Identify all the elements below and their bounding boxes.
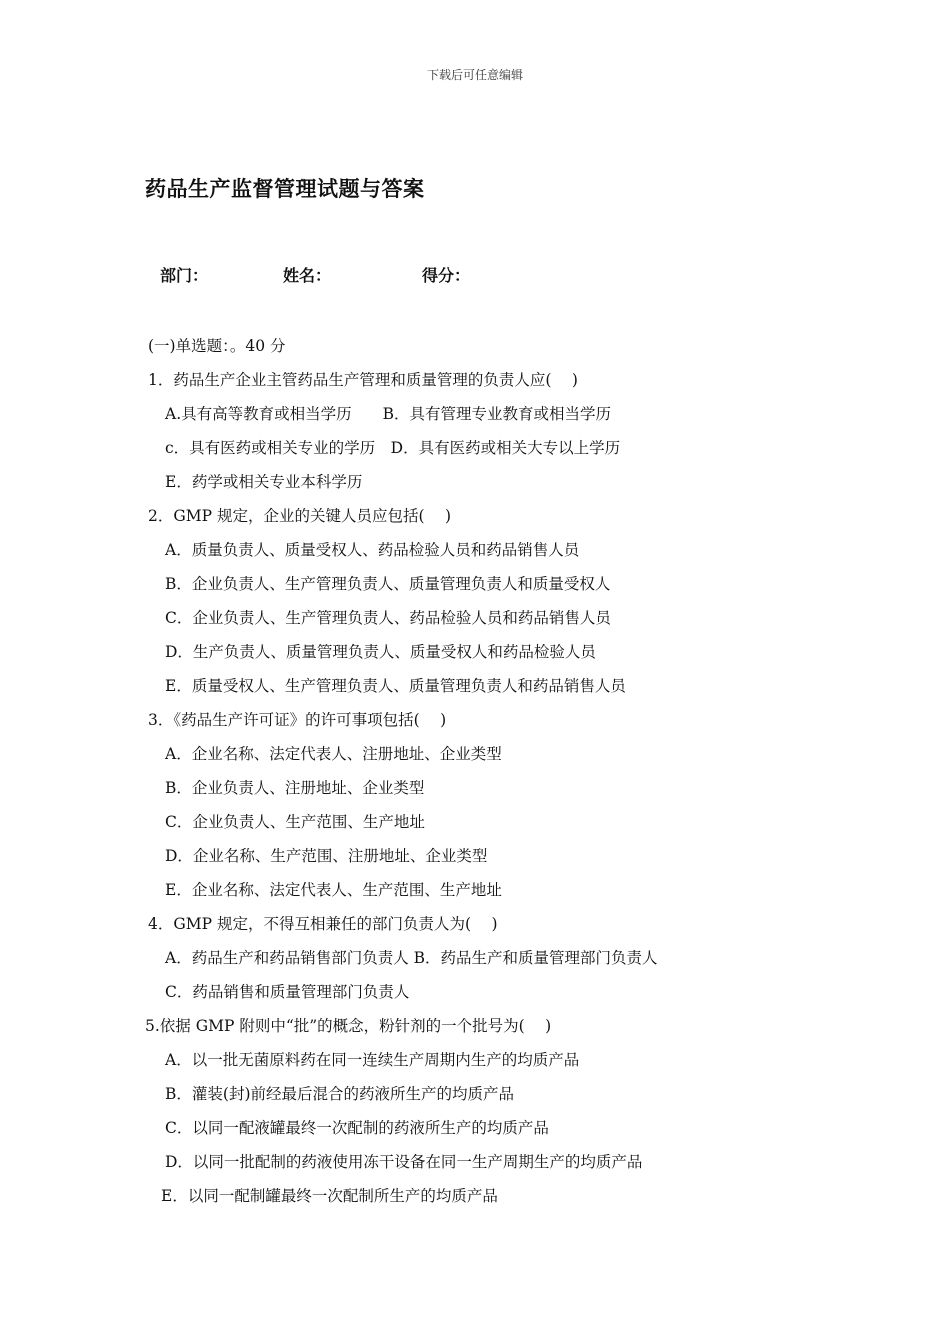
question-stem: 5.依据 GMP 附则中“批”的概念，粉针剂的一个批号为( )	[145, 1017, 552, 1035]
question-option: C．药品销售和质量管理部门负责人	[165, 983, 410, 1001]
score-label: 得分：	[422, 266, 471, 285]
dept-label: 部门：	[160, 266, 209, 285]
question-option: A.具有高等教育或相当学历 B．具有管理专业教育或相当学历	[165, 405, 612, 423]
question-option: E．以同一配制罐最终一次配制所生产的均质产品	[161, 1187, 498, 1205]
question-option: C．企业负责人、生产范围、生产地址	[165, 813, 425, 831]
question-option: C．企业负责人、生产管理负责人、药品检验人员和药品销售人员	[165, 609, 611, 627]
question-stem: 2．GMP 规定，企业的关键人员应包括( )	[148, 507, 451, 525]
question-option: A．药品生产和药品销售部门负责人 B．药品生产和质量管理部门负责人	[165, 949, 658, 967]
name-label: 姓名：	[283, 266, 332, 285]
question-option: C．以同一配液罐最终一次配制的药液所生产的均质产品	[165, 1119, 549, 1137]
question-stem: 4．GMP 规定，不得互相兼任的部门负责人为( )	[148, 915, 498, 933]
question-option: D．以同一批配制的药液使用冻干设备在同一生产周期生产的均质产品	[165, 1153, 643, 1171]
header-note: 下载后可任意编辑	[426, 68, 523, 82]
question-stem: 1．药品生产企业主管药品生产管理和质量管理的负责人应( )	[148, 371, 578, 389]
question-option: E．药学或相关专业本科学历	[165, 473, 363, 491]
section-heading: (一)单选题：。40 分	[148, 337, 286, 355]
question-option: B．企业负责人、注册地址、企业类型	[165, 779, 425, 797]
question-option: E．企业名称、法定代表人、生产范围、生产地址	[165, 881, 502, 899]
question-option: B．企业负责人、生产管理负责人、质量管理负责人和质量受权人	[165, 575, 611, 593]
page-title: 药品生产监督管理试题与答案	[145, 176, 425, 201]
question-option: D．生产负责人、质量管理负责人、质量受权人和药品检验人员	[165, 643, 596, 661]
question-option: D．企业名称、生产范围、注册地址、企业类型	[165, 847, 488, 865]
question-option: A．企业名称、法定代表人、注册地址、企业类型	[165, 745, 502, 763]
question-option: c．具有医药或相关专业的学历 D．具有医药或相关大专以上学历	[165, 439, 621, 457]
question-option: A．以一批无菌原料药在同一连续生产周期内生产的均质产品	[165, 1051, 580, 1069]
question-option: E．质量受权人、生产管理负责人、质量管理负责人和药品销售人员	[165, 677, 626, 695]
question-option: A．质量负责人、质量受权人、药品检验人员和药品销售人员	[165, 541, 580, 559]
question-stem: 3．《药品生产许可证》的许可事项包括( )	[148, 711, 447, 729]
question-option: B．灌装(封)前经最后混合的药液所生产的均质产品	[165, 1085, 514, 1103]
